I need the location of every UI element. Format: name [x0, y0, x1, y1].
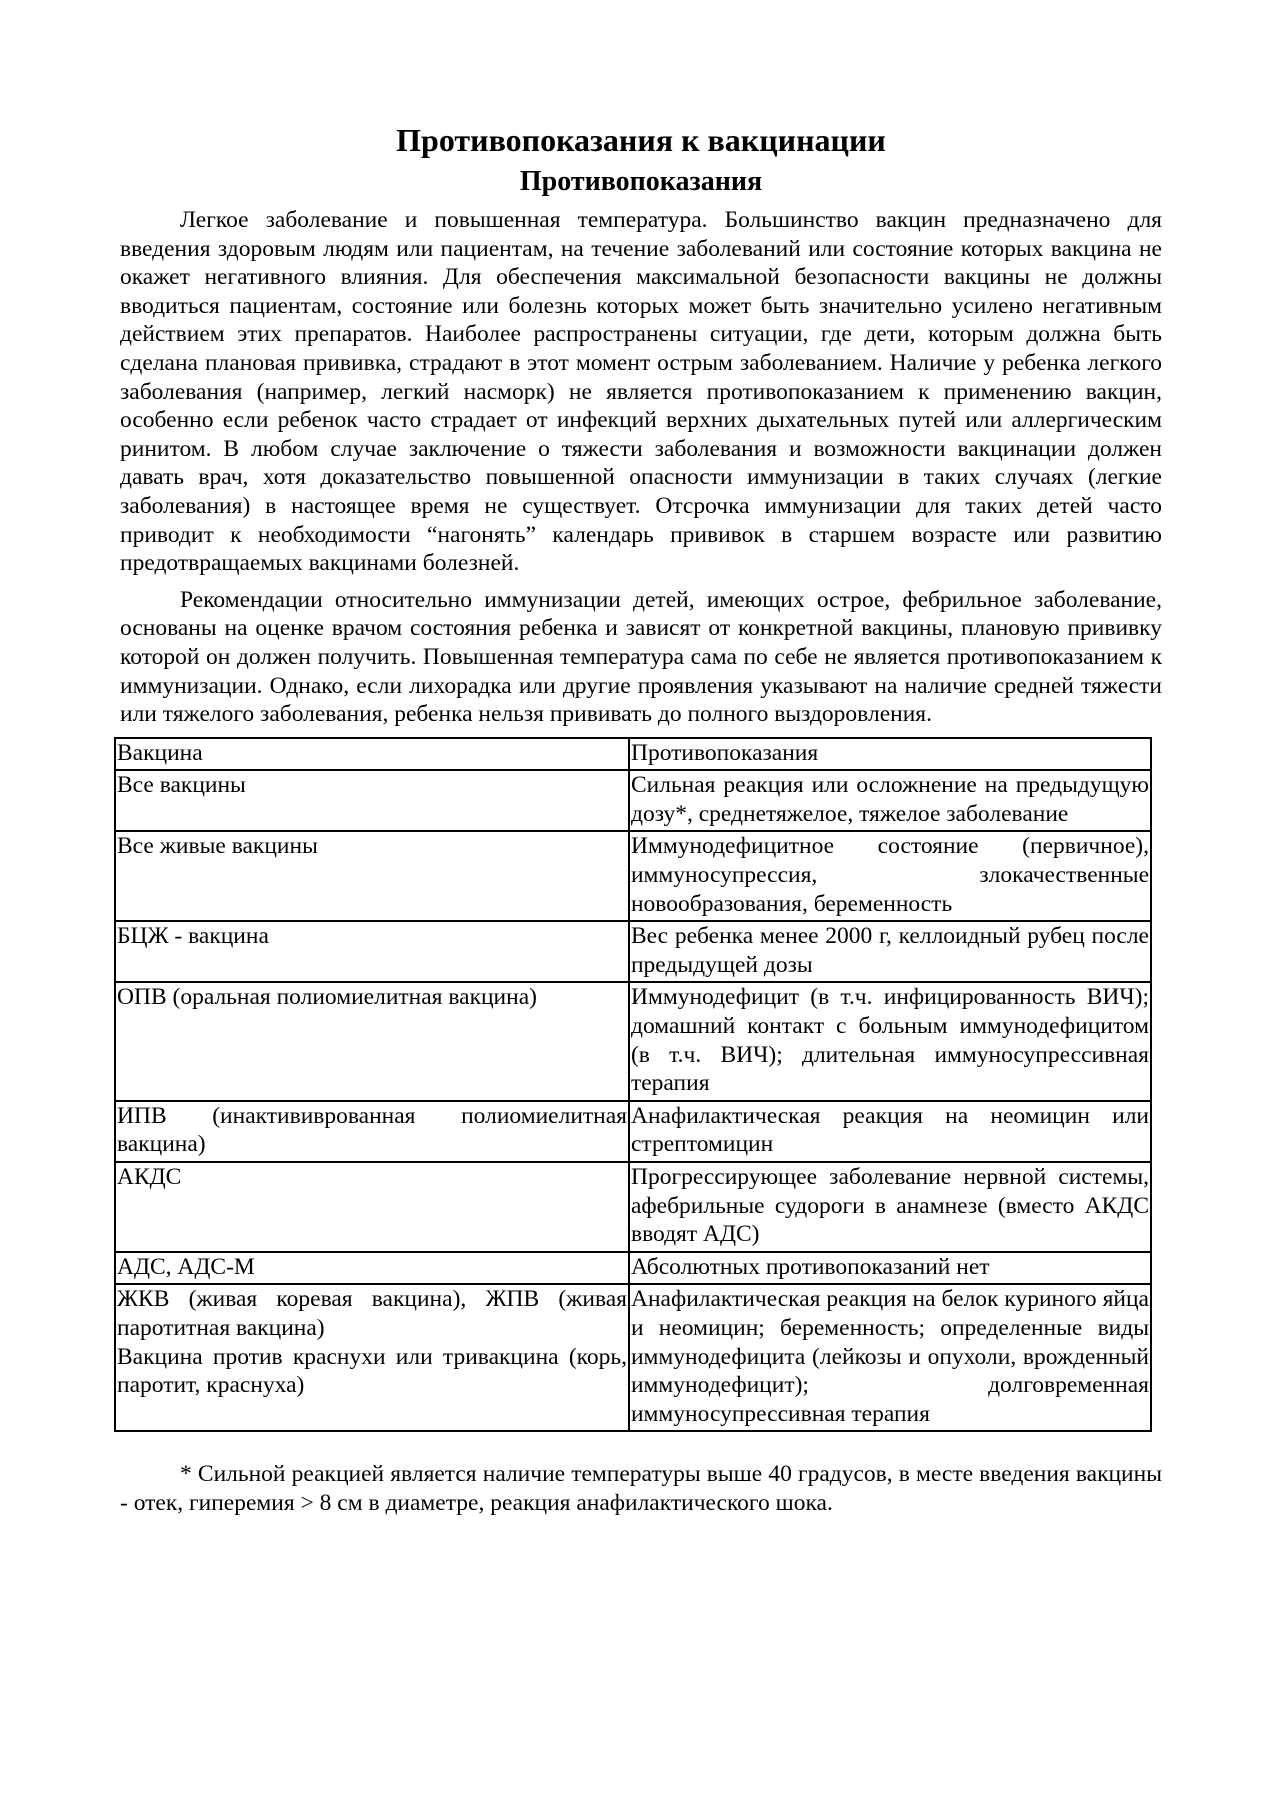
vaccine-cell — [115, 1101, 629, 1162]
table-row — [115, 921, 1151, 982]
contraindication-cell: Вес ребенка менее 2000 г, келлоидный рубец после предыдущей дозы — [629, 921, 1151, 982]
table-row — [115, 982, 1151, 1100]
table-row — [115, 770, 1151, 831]
vaccine-cell — [115, 921, 629, 982]
vaccine-name: БЦЖ - вакцина — [117, 923, 269, 950]
contraindications-table — [114, 737, 1152, 1433]
footnote: * Сильной реакцией является наличие температуры выше 40 градусов, в месте введения вакцины - отек, гиперемия > 8 см в диаметре, реакция анафилактического шока. — [120, 1461, 1162, 1516]
vaccine-cell — [115, 831, 629, 921]
contraindication-cell: Иммунодефицит (в т.ч. инфицированность ВИЧ); домашний контакт с больным иммунодефицитом (в т.ч. ВИЧ); длительная иммуносупрессивная терапия — [629, 982, 1151, 1100]
document-title: Противопоказания к вакцинации — [396, 122, 886, 158]
contraindication-cell: Прогрессирующее заболевание нервной системы, афебрильные судороги в анамнезе (вместо АКДС вводят АДС) — [629, 1162, 1151, 1252]
vaccine-name: ИПВ (инактививрованная полиомиелитная вакцина) — [117, 1102, 627, 1158]
table-header-row — [115, 738, 1151, 771]
table-row — [115, 1162, 1151, 1252]
paragraph-2: Рекомендации относительно иммунизации детей, имеющих острое, фебрильное заболевание, основаны на оценке врачом состояния ребенка и зависят от конкретной вакцины, плановую прививку которой он должен получить. Повышенная температура сама по себе не является противопоказанием к иммунизации. Однако, если лихорадка или другие проявления указывают на наличие средней тяжести или тяжелого заболевания, ребенка нельзя прививать до полного выздоровления. — [120, 586, 1162, 728]
vaccine-cell — [115, 770, 629, 831]
contraindication-cell: Сильная реакция или осложнение на предыдущую дозу*, среднетяжелое, тяжелое заболевание — [629, 770, 1151, 831]
paragraph-1: Легкое заболевание и повышенная температура. Большинство вакцин предназначено для введения здоровым людям или пациентам, на течение заболеваний или состояние которых вакцина не окажет негативного влияния. Для обеспечения максимальной безопасности вакцины не должны вводиться пациентам, состояние или болезнь которых может быть значительно усилено негативным действием этих препаратов. Наиболее распространены ситуации, где дети, которым должна быть сделана плановая прививка, страдают в этот момент острым заболеванием. Наличие у ребенка легкого заболевания (например, легкий насморк) не является противопоказанием к применению вакцин, особенно если ребенок часто страдает от инфекций верхних дыхательных путей или аллергическим ринитом. В любом случае заключение о тяжести заболевания и возможности вакцинации должен давать врач, хотя доказательство повышенной опасности иммунизации в таких случаях (легкие заболевания) в настоящее время не существует. Отсрочка иммунизации для таких детей часто приводит к необходимости “нагонять” календарь прививок в старшем возрасте или развитию предотвращаемых вакцинами болезней. — [120, 207, 1162, 577]
contraindication-cell: Анафилактическая реакция на неомицин или стрептомицин — [629, 1101, 1151, 1162]
vaccine-name: АДС, АДС-М — [117, 1253, 255, 1280]
header-contraindications: Противопоказания — [629, 738, 1151, 771]
table-row — [115, 1101, 1151, 1162]
vaccine-cell — [115, 982, 629, 1100]
vaccine-cell — [115, 1284, 629, 1431]
table-row — [115, 1284, 1151, 1431]
contraindication-cell: Иммунодефицитное состояние (первичное), иммуносупрессия, злокачественные новообразования, беременность — [629, 831, 1151, 921]
vaccine-name: Все живые вакцины — [117, 833, 318, 860]
contraindication-cell: Абсолютных противопоказаний нет — [629, 1252, 1151, 1285]
vaccine-name: Вакцина против краснухи или тривакцина (корь, паротит, краснуха) — [117, 1343, 627, 1399]
vaccine-name: АКДС — [117, 1164, 182, 1190]
header-vaccine: Вакцина — [115, 738, 629, 771]
vaccine-name: ОПВ (оральная полиомиелитная вакцина) — [117, 984, 537, 1011]
vaccine-name: Все вакцины — [117, 772, 246, 799]
table-row — [115, 831, 1151, 921]
contraindication-cell: Анафилактическая реакция на белок куриного яйца и неомицин; беременность; определенные виды иммунодефицита (лейкозы и опухоли, врожденный иммунодефицит); долговременная иммуносупрессивная терапия — [629, 1284, 1151, 1431]
vaccine-name: ЖКВ (живая коревая вакцина), ЖПВ (живая паротитная вакцина) — [117, 1286, 627, 1341]
vaccine-cell — [115, 1252, 629, 1285]
vaccine-cell — [115, 1162, 629, 1252]
table-row — [115, 1252, 1151, 1285]
section-subtitle: Противопоказания — [519, 166, 763, 197]
